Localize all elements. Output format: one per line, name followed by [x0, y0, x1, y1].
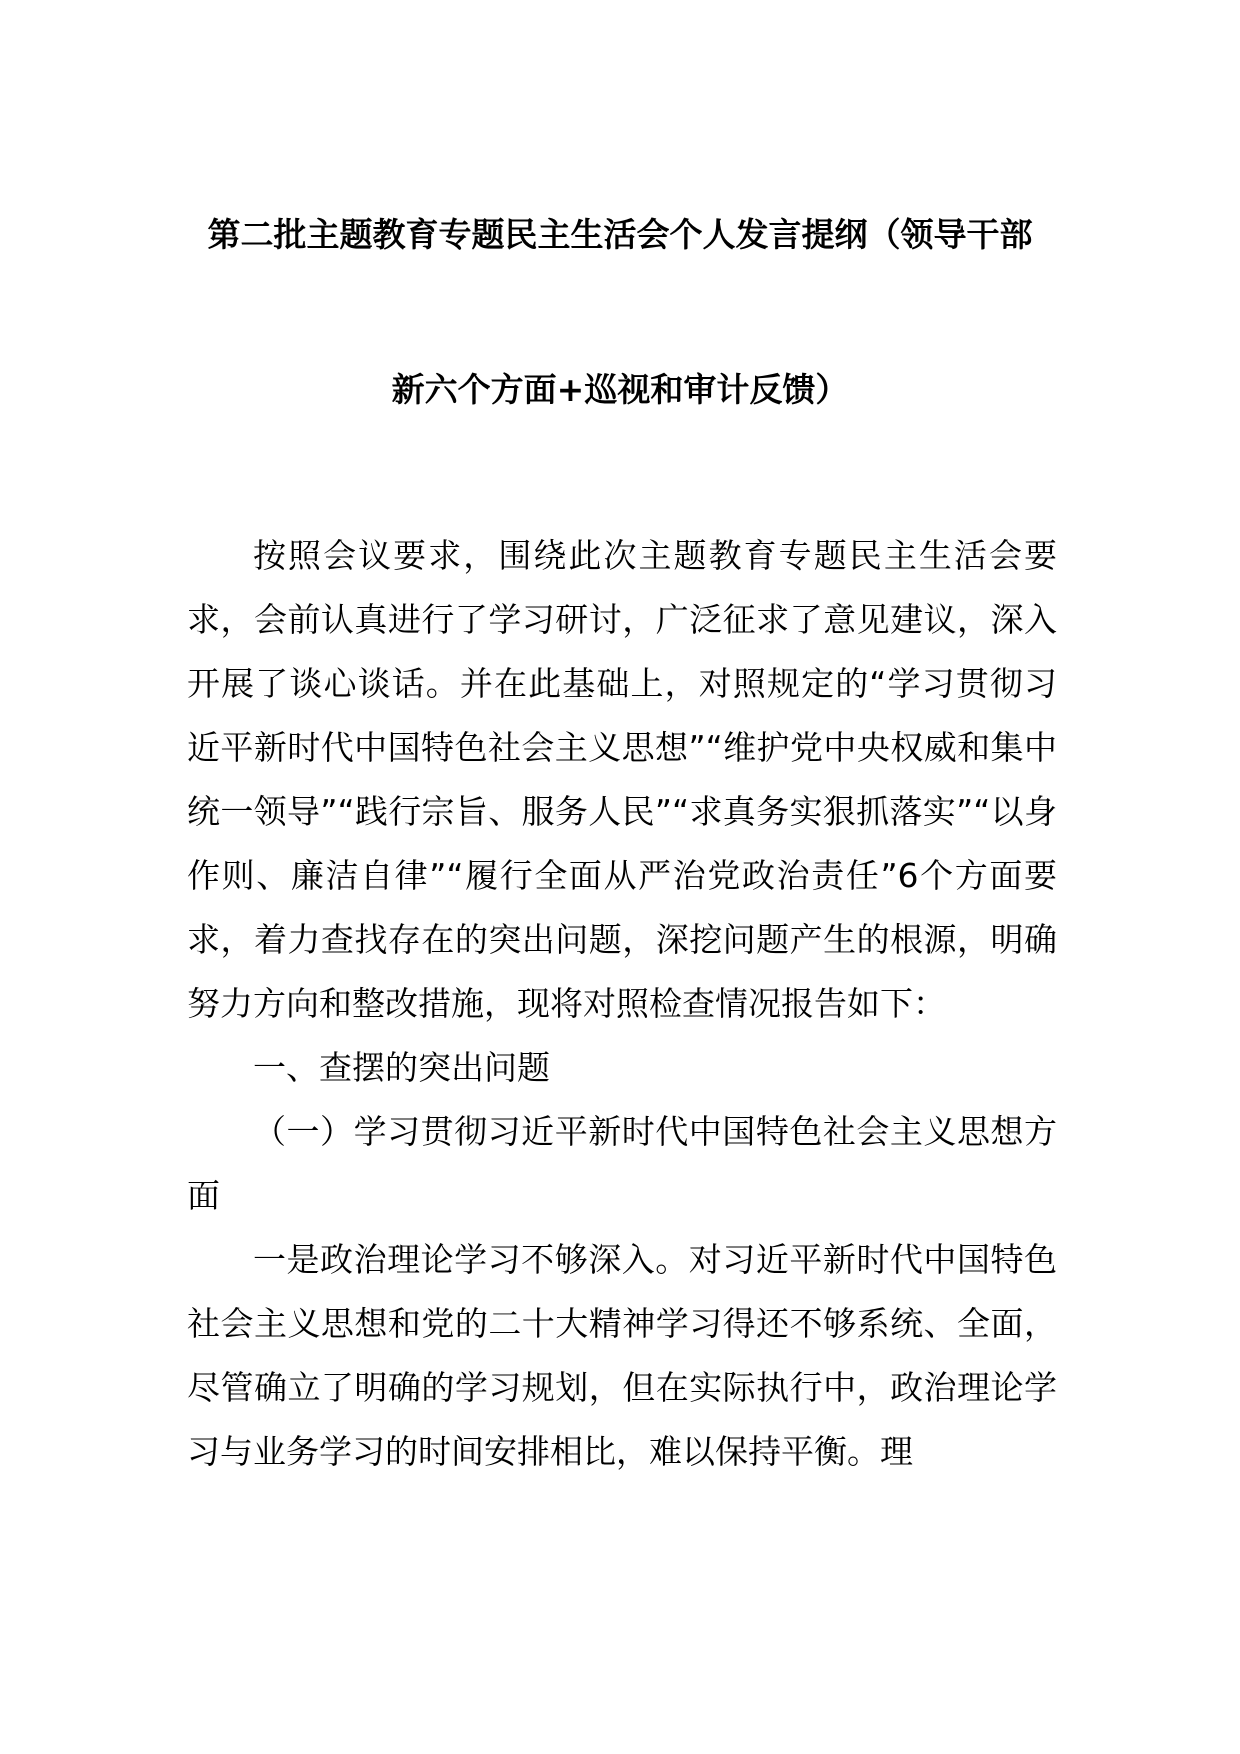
document-title-line-2: 新六个方面+巡视和审计反馈） — [391, 370, 849, 409]
section-heading: 一、查摆的突出问题 — [253, 1048, 550, 1087]
document-title-line-1: 第二批主题教育专题民主生活会个人发言提纲（领导干部 — [207, 215, 1033, 254]
body-paragraph: 一是政治理论学习不够深入。对习近平新时代中国特色社会主义思想和党的二十大精神学习得还不够系统、全面，尽管确立了明确的学习规划，但在实际执行中，政治理论学习与业务学习的时间安排相比，难以保持平衡。理 — [187, 1240, 1057, 1471]
intro-paragraph: 按照会议要求，围绕此次主题教育专题民主生活会要求，会前认真进行了学习研讨，广泛征求了意见建议，深入开展了谈心谈话。并在此基础上，对照规定的“学习贯彻习近平新时代中国特色社会主义思想”“维护党中央权威和集中统一领导”“践行宗旨、服务人民”“求真务实狠抓落实”“以身作则、廉洁自律”“履行全面从严治党政治责任”6个方面要求，着力查找存在的突出问题，深挖问题产生的根源，明确努力方向和整改措施，现将对照检查情况报告如下： — [187, 536, 1057, 1023]
document-body — [187, 524, 1057, 1484]
subsection-heading: （一）学习贯彻习近平新时代中国特色社会主义思想方面 — [187, 1112, 1057, 1215]
